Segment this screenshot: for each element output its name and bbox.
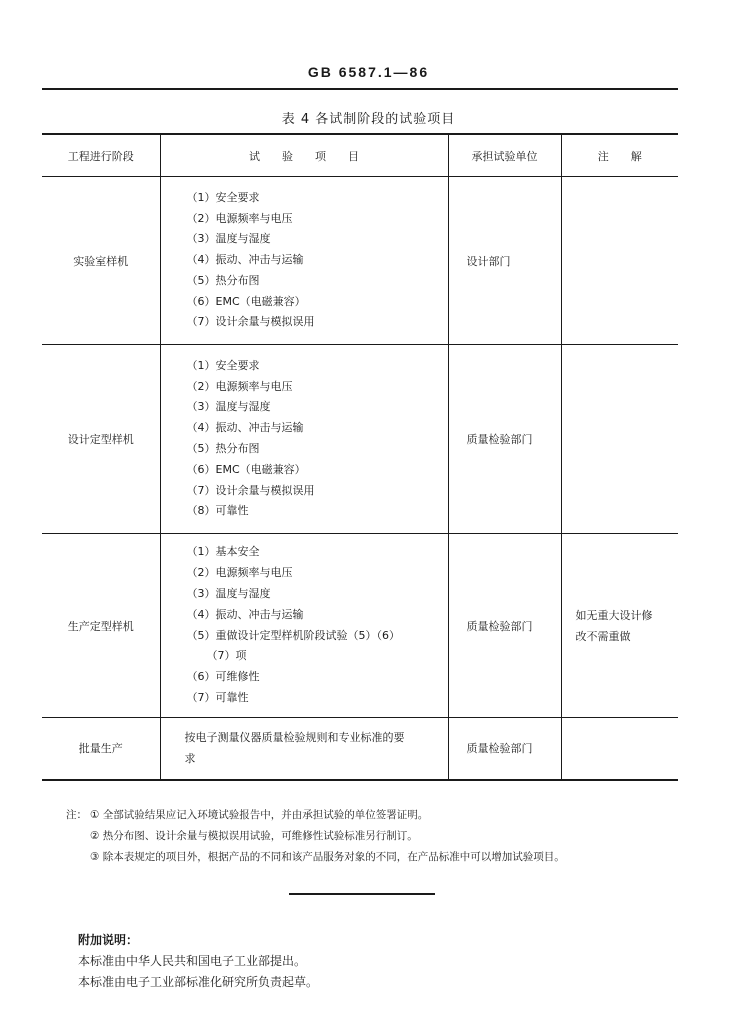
note-cell [561,345,678,534]
addendum-line: 本标准由中华人民共和国电子工业部提出。 [78,954,307,968]
note-cell [561,177,678,345]
test-item-continuation: （7）项 [206,649,247,663]
table-row-design-prototype [42,345,678,534]
test-item: （2）电源频率与电压 [186,379,293,393]
note-text: ① 全部试验结果应记入环境试验报告中，并由承担试验的单位签署证明。 [90,809,429,821]
unit-cell: 质量检验部门 [448,534,561,718]
table-notes [66,805,686,868]
test-item: （2）电源频率与电压 [186,566,293,580]
column-header-stage: 工程进行阶段 [42,134,160,177]
stage-cell: 生产定型样机 [42,534,160,718]
unit-cell: 质量检验部门 [448,718,561,780]
test-item: （1）安全要求 [186,190,260,204]
standard-code: GB 6587.1—86 [307,64,430,80]
unit-cell: 质量检验部门 [448,345,561,534]
test-item: （5）重做设计定型样机阶段试验（5）（6） [186,628,400,642]
test-item: （4）振动、冲击与运输 [186,253,304,267]
addendum [78,930,318,993]
test-item: （6）EMC（电磁兼容） [186,294,306,308]
table-title: 表 4 各试制阶段的试验项目 [281,112,456,127]
column-header-items: 试 验 项 目 [160,134,448,177]
notes-label: 注： [66,809,87,821]
table-header-row [42,134,678,177]
test-items-cell [160,534,448,718]
test-item: （6）EMC（电磁兼容） [186,462,306,476]
stage-cell: 实验室样机 [42,177,160,345]
test-item: （6）可维修性 [186,670,260,684]
test-item: （1）基本安全 [186,545,260,559]
test-item: （3）温度与湿度 [186,400,271,414]
test-item: （4）振动、冲击与运输 [186,421,304,435]
test-item: （7）设计余量与模拟误用 [186,315,315,329]
test-items-cell [160,718,448,780]
note-line: 改不需重做 [575,629,631,643]
requirement-line: 按电子测量仪器质量检验规则和专业标准的要 [184,731,405,745]
test-item: （7）可靠性 [186,690,249,704]
header-rule [42,88,678,90]
note-cell [561,718,678,780]
note-item [66,826,686,847]
test-item: （5）热分布图 [186,442,260,455]
table-row-lab-prototype [42,177,678,345]
addendum-heading: 附加说明： [78,933,139,947]
test-item: （5）热分布图 [186,273,260,287]
test-item: （4）振动、冲击与运输 [186,607,304,621]
note-item [66,847,686,868]
table-row-batch-production [42,718,678,780]
column-header-notes: 注 解 [561,134,678,177]
table-row-production-prototype [42,534,678,718]
stage-cell: 设计定型样机 [42,345,160,534]
test-item: （7）设计余量与模拟误用 [186,483,315,497]
note-text: ② 热分布图、设计余量与模拟误用试验，可维修性试验标准另行制订。 [90,830,418,842]
column-header-unit: 承担试验单位 [448,134,561,177]
test-item: （8）可靠性 [186,504,249,518]
test-items-cell [160,345,448,534]
end-rule [289,893,435,895]
test-items-table [42,133,678,781]
note-line: 如无重大设计修 [575,608,653,622]
test-item: （1）安全要求 [186,358,260,372]
unit-cell: 设计部门 [448,177,561,345]
test-item: （3）温度与湿度 [186,232,271,246]
requirement-line: 求 [184,752,196,766]
addendum-line: 本标准由电子工业部标准化研究所负责起草。 [78,975,319,989]
test-items-cell [160,177,448,345]
note-cell [561,534,678,718]
note-item [66,805,686,826]
test-item: （2）电源频率与电压 [186,211,293,225]
stage-cell: 批量生产 [42,718,160,780]
note-text: ③ 除本表规定的项目外，根据产品的不同和该产品服务对象的不同，在产品标准中可以增加试验项目。 [90,851,565,863]
test-item: （3）温度与湿度 [186,586,271,600]
